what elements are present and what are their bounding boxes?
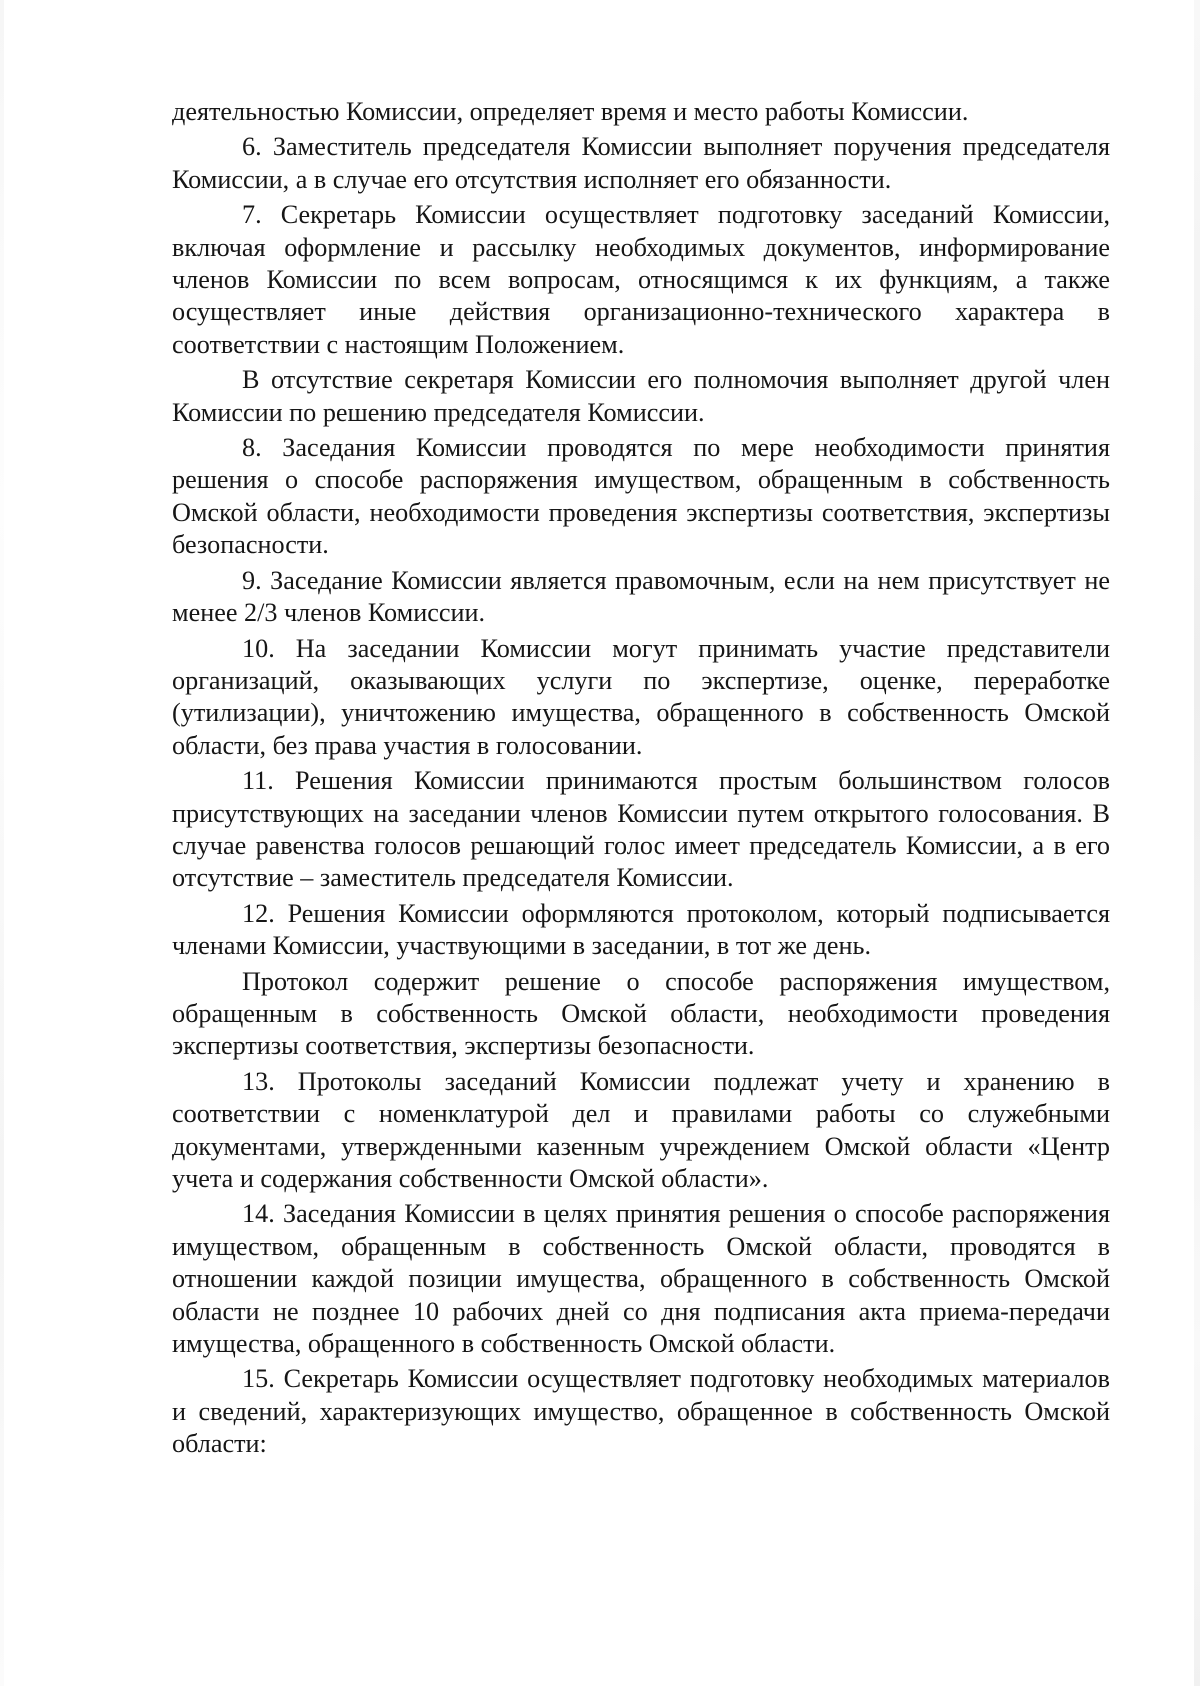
paragraph-10: 10. На заседании Комиссии могут принимать участие представители организаций, оказывающих услуги по экспертизе, оценке, переработке (утилизации), уничтожению имущества, обращенного в собственность Омской области, без права участия в голосовании. <box>172 633 1110 760</box>
scan-edge-right <box>1194 0 1200 1686</box>
paragraph-6: 6. Заместитель председателя Комиссии выполняет поручения председателя Комиссии, а в случае его отсутствия исполняет его обязанности. <box>172 132 1110 194</box>
paragraph-secretary-absence: В отсутствие секретаря Комиссии его полномочия выполняет другой член Комиссии по решению председателя Комиссии. <box>172 365 1110 427</box>
paragraph-11: 11. Решения Комиссии принимаются простым большинством голосов присутствующих на заседании членов Комиссии путем открытого голосования. В случае равенства голосов решающий голос имеет председатель Комиссии, а в его отсутствие – заместитель председателя Комиссии. <box>172 766 1110 893</box>
scan-edge-left <box>0 0 4 1686</box>
paragraph-9: 9. Заседание Комиссии является правомочным, если на нем присутствует не менее 2/3 членов Комиссии. <box>172 565 1110 628</box>
document-body <box>172 96 1110 1461</box>
paragraph-continuation: деятельностью Комиссии, определяет время и место работы Комиссии. <box>172 97 969 126</box>
paragraph-7: 7. Секретарь Комиссии осуществляет подготовку заседаний Комиссии, включая оформление и рассылку необходимых документов, информирование членов Комиссии по всем вопросам, относящимся к их функциям, а также осуществляет иные действия организационно-технического характера в соответствии с настоящим Положением. <box>172 200 1110 359</box>
paragraph-12: 12. Решения Комиссии оформляются протоколом, который подписывается членами Комиссии, участвующими в заседании, в тот же день. <box>172 898 1110 961</box>
paragraph-8: 8. Заседания Комиссии проводятся по мере необходимости принятия решения о способе распоряжения имуществом, обращенным в собственность Омской области, необходимости проведения экспертизы соответствия, экспертизы безопасности. <box>172 433 1110 560</box>
paragraph-protocol: Протокол содержит решение о способе распоряжения имуществом, обращенным в собственность Омской области, необходимости проведения экспертизы соответствия, экспертизы безопасности. <box>172 966 1110 1061</box>
paragraph-13: 13. Протоколы заседаний Комиссии подлежат учету и хранению в соответствии с номенклатурой дел и правилами работы со служебными документами, утвержденными казенным учреждением Омской области «Центр учета и содержания собственности Омской области». <box>172 1066 1110 1193</box>
paragraph-14: 14. Заседания Комиссии в целях принятия решения о способе распоряжения имуществом, обращенным в собственность Омской области, проводятся в отношении каждой позиции имущества, обращенного в собственность Омской области не позднее 10 рабочих дней со дня подписания акта приема-передачи имущества, обращенного в собственность Омской области. <box>172 1199 1110 1359</box>
paragraph-15: 15. Секретарь Комиссии осуществляет подготовку необходимых материалов и сведений, характеризующих имущество, обращенное в собственность Омской области: <box>172 1364 1110 1459</box>
